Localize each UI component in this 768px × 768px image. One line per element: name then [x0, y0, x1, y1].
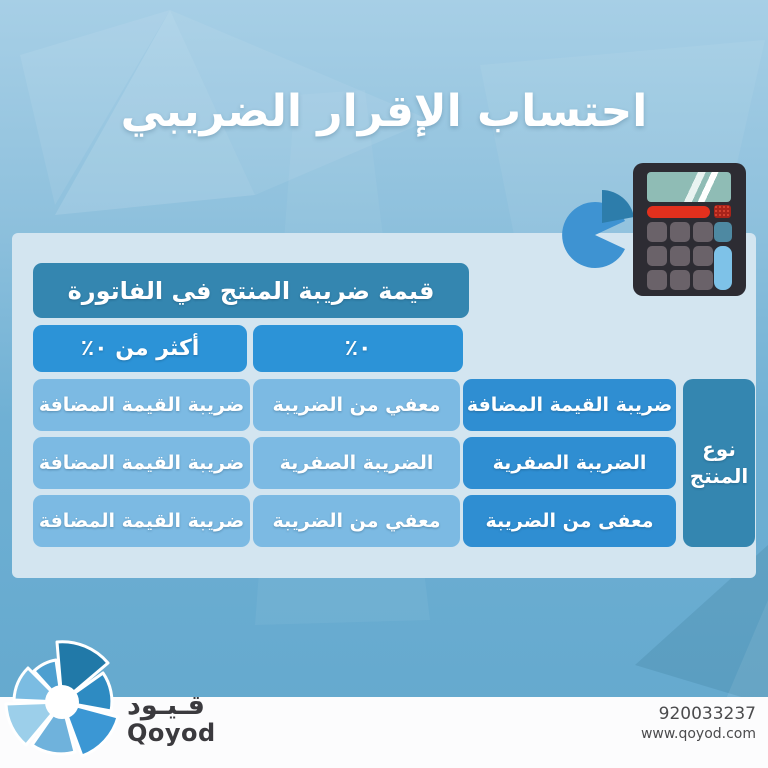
brand-name-english: Qoyod	[127, 719, 216, 747]
calculator-key	[670, 246, 690, 266]
calculator-icon	[633, 163, 746, 296]
calculator-key	[670, 270, 690, 290]
phone-number: 920033237	[658, 704, 756, 724]
table-header-invoice-tax-value: قيمة ضريبة المنتج في الفاتورة	[33, 263, 469, 318]
brand-name-arabic: قـيـود	[127, 690, 205, 721]
website-url: www.qoyod.com	[640, 726, 756, 743]
row2-zero-column-cell: الضريبة الصفرية	[253, 437, 460, 489]
row1-product-type-cell: ضريبة القيمة المضافة	[463, 379, 676, 431]
calculator-tall-key	[714, 246, 732, 290]
calculator-key	[693, 222, 713, 242]
calculator-dotted-button	[714, 205, 731, 218]
calculator-key	[693, 246, 713, 266]
calculator-red-bar	[647, 206, 710, 218]
row1-zero-column-cell: معفي من الضريبة	[253, 379, 460, 431]
calculator-teal-key	[714, 222, 732, 242]
column-header-zero-percent: ٠٪	[253, 325, 463, 372]
row2-more-column-cell: ضريبة القيمة المضافة	[33, 437, 250, 489]
calculator-key	[647, 270, 667, 290]
row3-zero-column-cell: معفي من الضريبة	[253, 495, 460, 547]
calculator-screen	[647, 172, 731, 202]
row2-product-type-cell: الضريبة الصفرية	[463, 437, 676, 489]
contact-info	[641, 703, 756, 743]
calculator-key	[647, 222, 667, 242]
row3-more-column-cell: ضريبة القيمة المضافة	[33, 495, 250, 547]
page-title: احتساب الإقرار الضريبي	[120, 86, 648, 137]
calculator-key	[647, 246, 667, 266]
row1-more-column-cell: ضريبة القيمة المضافة	[33, 379, 250, 431]
row3-product-type-cell: معفى من الضريبة	[463, 495, 676, 547]
column-header-more-than-zero: أكثر من ٠٪	[33, 325, 247, 372]
calculator-key	[693, 270, 713, 290]
calculator-key	[670, 222, 690, 242]
row-axis-product-type-label: نوع المنتج	[683, 379, 755, 547]
qoyod-logo-wheel-icon	[0, 638, 130, 768]
